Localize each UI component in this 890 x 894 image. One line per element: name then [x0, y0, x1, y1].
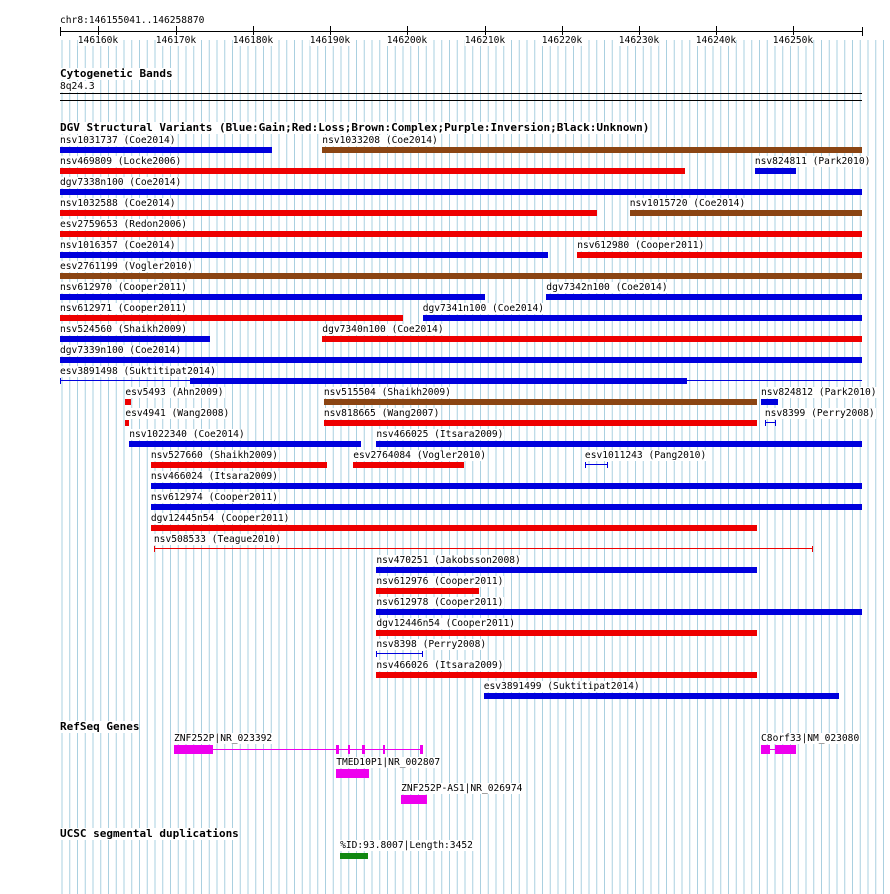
variant-bar[interactable] — [60, 315, 403, 321]
variant-bar-end-cap — [422, 651, 423, 657]
variant-label: nsv1033208 (Coe2014) — [322, 135, 438, 146]
ruler-start-tick — [60, 27, 61, 36]
variant-bar[interactable] — [423, 315, 862, 321]
variant-label: nsv818665 (Wang2007) — [323, 408, 440, 419]
variant-label: nsv8399 (Perry2008) — [764, 408, 875, 419]
ruler-tick-label: 146160k — [77, 35, 119, 46]
variant-bar[interactable] — [60, 336, 210, 342]
variant-bar[interactable] — [577, 252, 862, 258]
variant-bar[interactable] — [151, 525, 757, 531]
variant-bar-start-cap — [376, 651, 377, 657]
cytoband-track-title: Cytogenetic Bands — [60, 67, 173, 80]
gene-label: ZNF252P|NR_023392 — [174, 733, 273, 744]
variant-label: dgv7339n100 (Coe2014) — [60, 345, 182, 356]
variant-bar-start-cap — [60, 378, 61, 384]
variant-label: nsv466025 (Itsara2009) — [376, 429, 504, 440]
variant-label: nsv612970 (Cooper2011) — [60, 282, 188, 293]
variant-bar[interactable] — [125, 399, 130, 405]
segdup-track-title: UCSC segmental duplications — [60, 827, 239, 840]
variant-label: dgv7338n100 (Coe2014) — [60, 177, 182, 188]
variant-bar[interactable] — [151, 462, 327, 468]
variant-bar[interactable] — [60, 252, 548, 258]
position-label: chr8:146155041..146258870 — [60, 15, 205, 26]
variant-bar[interactable] — [60, 189, 862, 195]
variant-label: nsv527660 (Shaikh2009) — [150, 450, 278, 461]
variant-label: dgv7341n100 (Coe2014) — [422, 303, 545, 314]
gene-label: C8orf33|NM_023080 — [761, 733, 860, 744]
dgv-track-title: DGV Structural Variants (Blue:Gain;Red:Loss;Brown:Complex;Purple:Inversion;Black:Unknown) — [60, 121, 650, 134]
variant-label: esv2764084 (Vogler2010) — [353, 450, 487, 461]
variant-bar[interactable] — [322, 336, 862, 342]
variant-label: esv5493 (Ahn2009) — [125, 387, 224, 398]
variant-bar[interactable] — [376, 609, 862, 615]
variant-label: nsv612971 (Cooper2011) — [60, 303, 188, 314]
gene-exon[interactable] — [336, 745, 338, 754]
gene-exon[interactable] — [348, 745, 350, 754]
variant-bar[interactable] — [376, 672, 757, 678]
variant-bar[interactable] — [755, 168, 796, 174]
cytoband-line-top — [60, 93, 862, 94]
variant-label: nsv466026 (Itsara2009) — [376, 660, 504, 671]
variant-bar[interactable] — [585, 464, 608, 465]
variant-bar[interactable] — [324, 399, 757, 405]
gene-label: TMED10P1|NR_002807 — [336, 757, 441, 768]
variant-bar-start-cap — [585, 462, 586, 468]
gene-exon[interactable] — [761, 745, 769, 754]
variant-bar[interactable] — [484, 693, 839, 699]
variant-label: esv2759653 (Redon2006) — [60, 219, 188, 230]
variant-label: nsv612974 (Cooper2011) — [150, 492, 278, 503]
variant-label: esv3891499 (Suktitipat2014) — [483, 681, 640, 692]
variant-label: nsv612976 (Cooper2011) — [376, 576, 504, 587]
gene-exon[interactable] — [336, 769, 368, 778]
ruler-tick-label: 146220k — [541, 35, 583, 46]
ruler-tick-label: 146180k — [232, 35, 274, 46]
ruler-tick-label: 146200k — [386, 35, 428, 46]
variant-bar[interactable] — [376, 630, 757, 636]
variant-label: nsv824811 (Park2010) — [754, 156, 871, 167]
variant-bar-start-cap — [765, 420, 766, 426]
ruler-tick-label: 146230k — [618, 35, 660, 46]
ruler-end-tick — [862, 27, 863, 36]
variant-label: nsv469809 (Locke2006) — [60, 156, 182, 167]
variant-bar[interactable] — [60, 357, 862, 363]
variant-label: dgv7340n100 (Coe2014) — [322, 324, 444, 335]
variant-label: esv1011243 (Pang2010) — [584, 450, 707, 461]
ruler-tick-label: 146210k — [464, 35, 506, 46]
ruler-tick-label: 146190k — [309, 35, 351, 46]
variant-bar-end-cap — [812, 546, 813, 552]
variant-label: nsv824812 (Park2010) — [761, 387, 877, 398]
variant-bar[interactable] — [353, 462, 464, 468]
ruler-tick-label: 146240k — [695, 35, 737, 46]
variant-label: nsv515504 (Shaikh2009) — [323, 387, 451, 398]
variant-bar[interactable] — [125, 420, 129, 426]
segdup-label: %ID:93.8007|Length:3452 — [340, 840, 473, 851]
variant-bar[interactable] — [376, 653, 422, 654]
variant-label: nsv470251 (Jakobsson2008) — [376, 555, 521, 566]
variant-label: nsv612978 (Cooper2011) — [376, 597, 504, 608]
variant-bar[interactable] — [60, 147, 272, 153]
variant-bar[interactable] — [60, 231, 862, 237]
variant-bar[interactable] — [322, 147, 862, 153]
variant-bar[interactable] — [630, 210, 862, 216]
variant-bar[interactable] — [129, 441, 361, 447]
gene-exon[interactable] — [775, 745, 796, 754]
ruler-tick-label: 146250k — [772, 35, 814, 46]
variant-bar-end-cap — [607, 462, 608, 468]
variant-label: esv2761199 (Vogler2010) — [60, 261, 193, 272]
ruler-tick-label: 146170k — [155, 35, 197, 46]
variant-bar[interactable] — [151, 483, 862, 489]
variant-label: nsv508533 (Teague2010) — [153, 534, 281, 545]
variant-bar[interactable] — [60, 168, 685, 174]
variant-bar-end-cap — [775, 420, 776, 426]
variant-label: nsv524560 (Shaikh2009) — [60, 324, 188, 335]
gene-exon[interactable] — [401, 795, 427, 804]
variant-label: dgv12446n54 (Cooper2011) — [376, 618, 515, 629]
variant-label: nsv1016357 (Coe2014) — [60, 240, 176, 251]
variant-bar[interactable] — [376, 588, 479, 594]
ruler-axis — [60, 31, 862, 32]
variant-bar[interactable] — [60, 210, 597, 216]
variant-label: nsv1022340 (Coe2014) — [129, 429, 245, 440]
variant-label: nsv466024 (Itsara2009) — [150, 471, 278, 482]
cytoband-line-bottom — [60, 100, 862, 101]
variant-bar[interactable] — [761, 399, 778, 405]
variant-label: dgv7342n100 (Coe2014) — [546, 282, 668, 293]
variant-bar[interactable] — [324, 420, 757, 426]
variant-bar[interactable] — [60, 273, 862, 279]
refseq-track-title: RefSeq Genes — [60, 720, 140, 733]
gene-exon[interactable] — [362, 745, 364, 754]
variant-bar[interactable] — [376, 441, 862, 447]
gene-exon[interactable] — [420, 745, 423, 754]
variant-label: esv3891498 (Suktitipat2014) — [60, 366, 216, 377]
variant-bar[interactable] — [190, 378, 687, 384]
gene-label: ZNF252P-AS1|NR_026974 — [401, 783, 523, 794]
variant-label: nsv1031737 (Coe2014) — [60, 135, 176, 146]
gene-exon[interactable] — [174, 745, 213, 754]
variant-bar[interactable] — [154, 548, 813, 549]
variant-label: nsv1015720 (Coe2014) — [629, 198, 746, 209]
segdup-bar[interactable] — [340, 853, 368, 859]
variant-label: nsv1032588 (Coe2014) — [60, 198, 176, 209]
variant-bar-start-cap — [154, 546, 155, 552]
variant-bar[interactable] — [546, 294, 862, 300]
variant-label: nsv8398 (Perry2008) — [376, 639, 487, 650]
cytoband-label: 8q24.3 — [60, 81, 95, 92]
variant-label: nsv612980 (Cooper2011) — [577, 240, 705, 251]
variant-label: dgv12445n54 (Cooper2011) — [150, 513, 290, 524]
variant-bar[interactable] — [60, 294, 485, 300]
variant-bar[interactable] — [151, 504, 862, 510]
gene-exon[interactable] — [383, 745, 385, 754]
variant-label: esv4941 (Wang2008) — [125, 408, 230, 419]
variant-bar[interactable] — [376, 567, 757, 573]
